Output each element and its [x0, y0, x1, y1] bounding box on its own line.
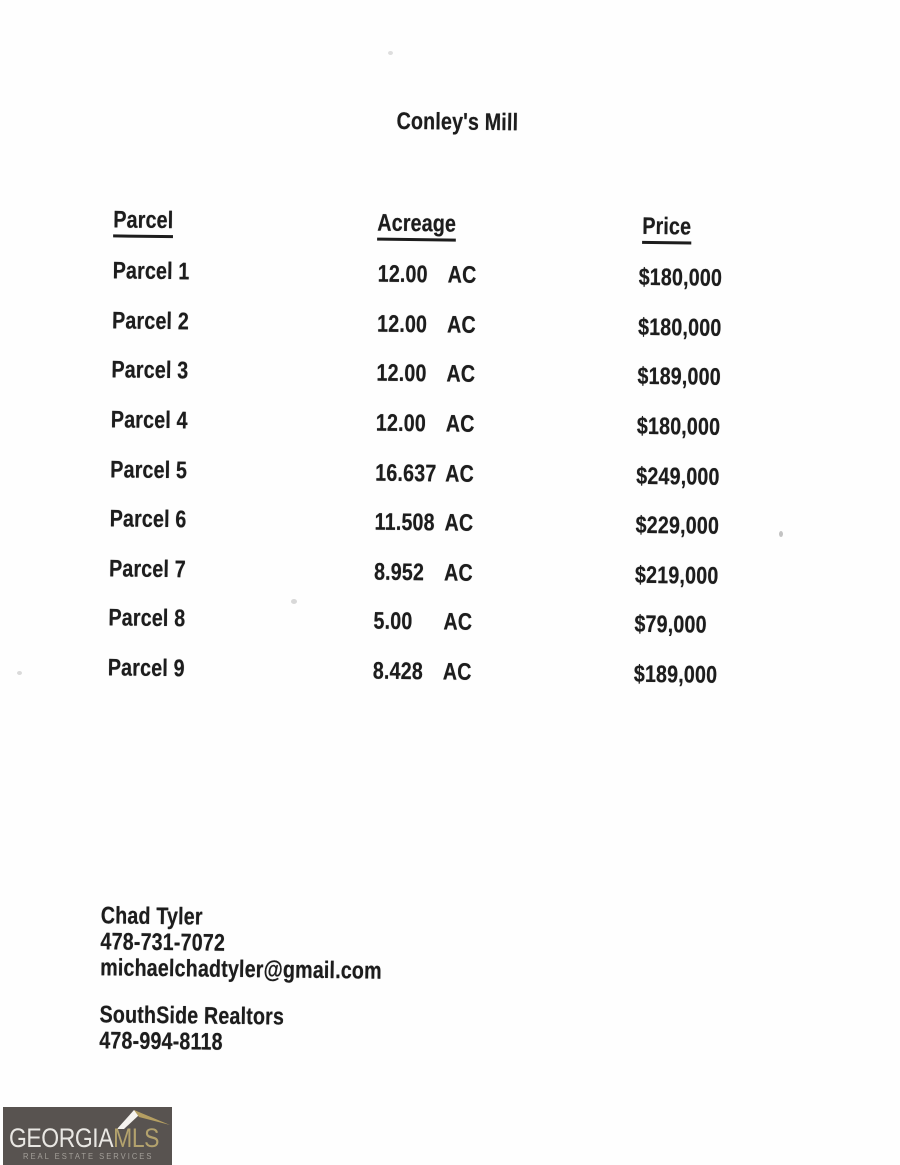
scan-speck [779, 531, 783, 537]
parcel-cell: Parcel 1 [112, 257, 190, 286]
parcel-cell: Parcel 9 [107, 654, 185, 683]
parcel-cell: Parcel 7 [108, 555, 187, 584]
price-cell: $249,000 [636, 462, 720, 491]
column-header-acreage: Acreage [377, 210, 473, 242]
acreage-cell: 8.952 [373, 558, 425, 587]
parcel-cell: Parcel 6 [109, 505, 187, 534]
acreage-cell: 12.00 [377, 260, 428, 289]
parcel-cell: Parcel 3 [111, 356, 189, 385]
price-cell: $189,000 [633, 660, 718, 689]
acreage-unit-cell: AC [445, 410, 475, 438]
acreage-unit-cell: AC [443, 559, 473, 587]
agent-email: michaelchadtyler@gmail.com [100, 954, 382, 985]
acreage-unit-cell: AC [444, 509, 474, 538]
acreage-unit-cell: AC [445, 460, 475, 488]
scan-speck [291, 599, 297, 604]
acreage-cell: 5.00 [373, 608, 413, 636]
price-cell: $229,000 [635, 512, 720, 541]
price-cell: $79,000 [634, 611, 707, 640]
acreage-unit-cell: AC [446, 360, 476, 389]
acreage-unit-cell: AC [447, 261, 477, 289]
agent-phone: 478-731-7072 [100, 928, 226, 957]
page-title-text: Conley's Mill [396, 107, 519, 137]
scan-speck [388, 51, 393, 55]
parcel-cell: Parcel 5 [110, 455, 188, 484]
acreage-unit-cell: AC [443, 608, 473, 637]
acreage-cell: 16.637 [375, 459, 437, 487]
agent-name: Chad Tyler [100, 902, 203, 931]
office-phone: 478-994-8118 [99, 1027, 223, 1056]
column-header-price: Price [642, 213, 702, 245]
logo-wordmark [9, 1125, 159, 1152]
acreage-cell: 8.428 [372, 657, 424, 686]
column-header-parcel: Parcel [113, 206, 187, 238]
logo-text-georgia: GEORGIA [9, 1123, 114, 1153]
price-cell: $189,000 [637, 363, 722, 392]
price-cell: $180,000 [637, 313, 722, 342]
scan-speck [17, 671, 22, 675]
parcel-table [0, 256, 897, 714]
price-cell: $180,000 [636, 412, 721, 441]
acreage-cell: 12.00 [375, 409, 427, 438]
parcel-cell: Parcel 4 [110, 406, 188, 435]
logo-tagline: REAL ESTATE SERVICES [23, 1152, 154, 1161]
page-title [396, 108, 545, 138]
price-cell: $219,000 [634, 561, 719, 590]
table-row [0, 653, 892, 714]
parcel-cell: Parcel 8 [108, 604, 186, 633]
acreage-cell: 12.00 [376, 359, 427, 388]
price-cell: $180,000 [638, 263, 723, 292]
acreage-cell: 11.508 [374, 508, 435, 537]
georgia-mls-logo [3, 1107, 172, 1165]
acreage-unit-cell: AC [442, 658, 472, 686]
office-name: SouthSide Realtors [99, 1001, 285, 1031]
logo-text-mls: MLS [113, 1123, 160, 1153]
parcel-cell: Parcel 2 [111, 307, 190, 335]
contact-block [99, 903, 444, 1058]
acreage-cell: 12.00 [376, 310, 428, 338]
acreage-unit-cell: AC [446, 311, 476, 339]
